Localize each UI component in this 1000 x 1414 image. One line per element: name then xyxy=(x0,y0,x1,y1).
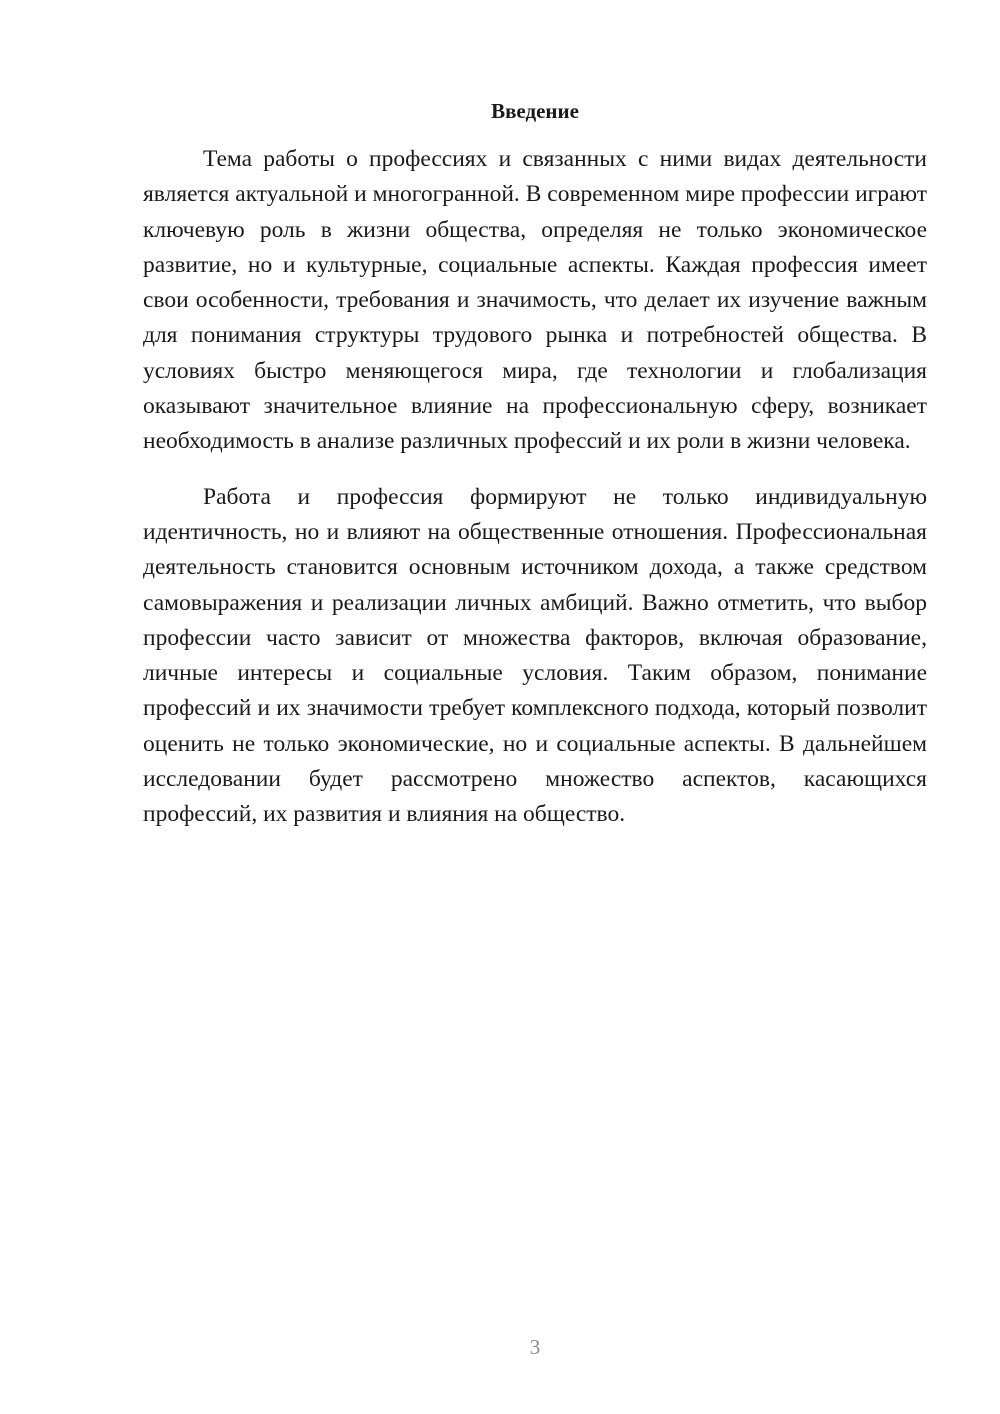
section-heading: Введение xyxy=(491,99,579,123)
page-number: 3 xyxy=(529,1335,541,1359)
body-text xyxy=(143,142,927,833)
paragraph-1: Тема работы о профессиях и связанных с ними видах деятельности является актуальной и многогранной. В современном мире профессии играют ключевую роль в жизни общества, определяя не только экономическое развитие, но и культурные, социальные аспекты. Каждая профессия имеет свои особенности, требования и значимость, что делает их изучение важным для понимания структуры трудового рынка и потребностей общества. В условиях быстро меняющегося мира, где технологии и глобализация оказывают значительное влияние на профессиональную сферу, возникает необходимость в анализе различных профессий и их роли в жизни человека. xyxy=(143,146,927,455)
paragraph-2: Работа и профессия формируют не только индивидуальную идентичность, но и влияют на общественные отношения. Профессиональная деятельность становится основным источником дохода, а также средством самовыражения и реализации личных амбиций. Важно отметить, что выбор профессии часто зависит от множества факторов, включая образование, личные интересы и социальные условия. Таким образом, понимание профессий и их значимости требует комплексного подхода, который позволит оценить не только экономические, но и социальные аспекты. В дальнейшем исследовании будет рассмотрено множество аспектов, касающихся профессий, их развития и влияния на общество. xyxy=(143,483,927,828)
